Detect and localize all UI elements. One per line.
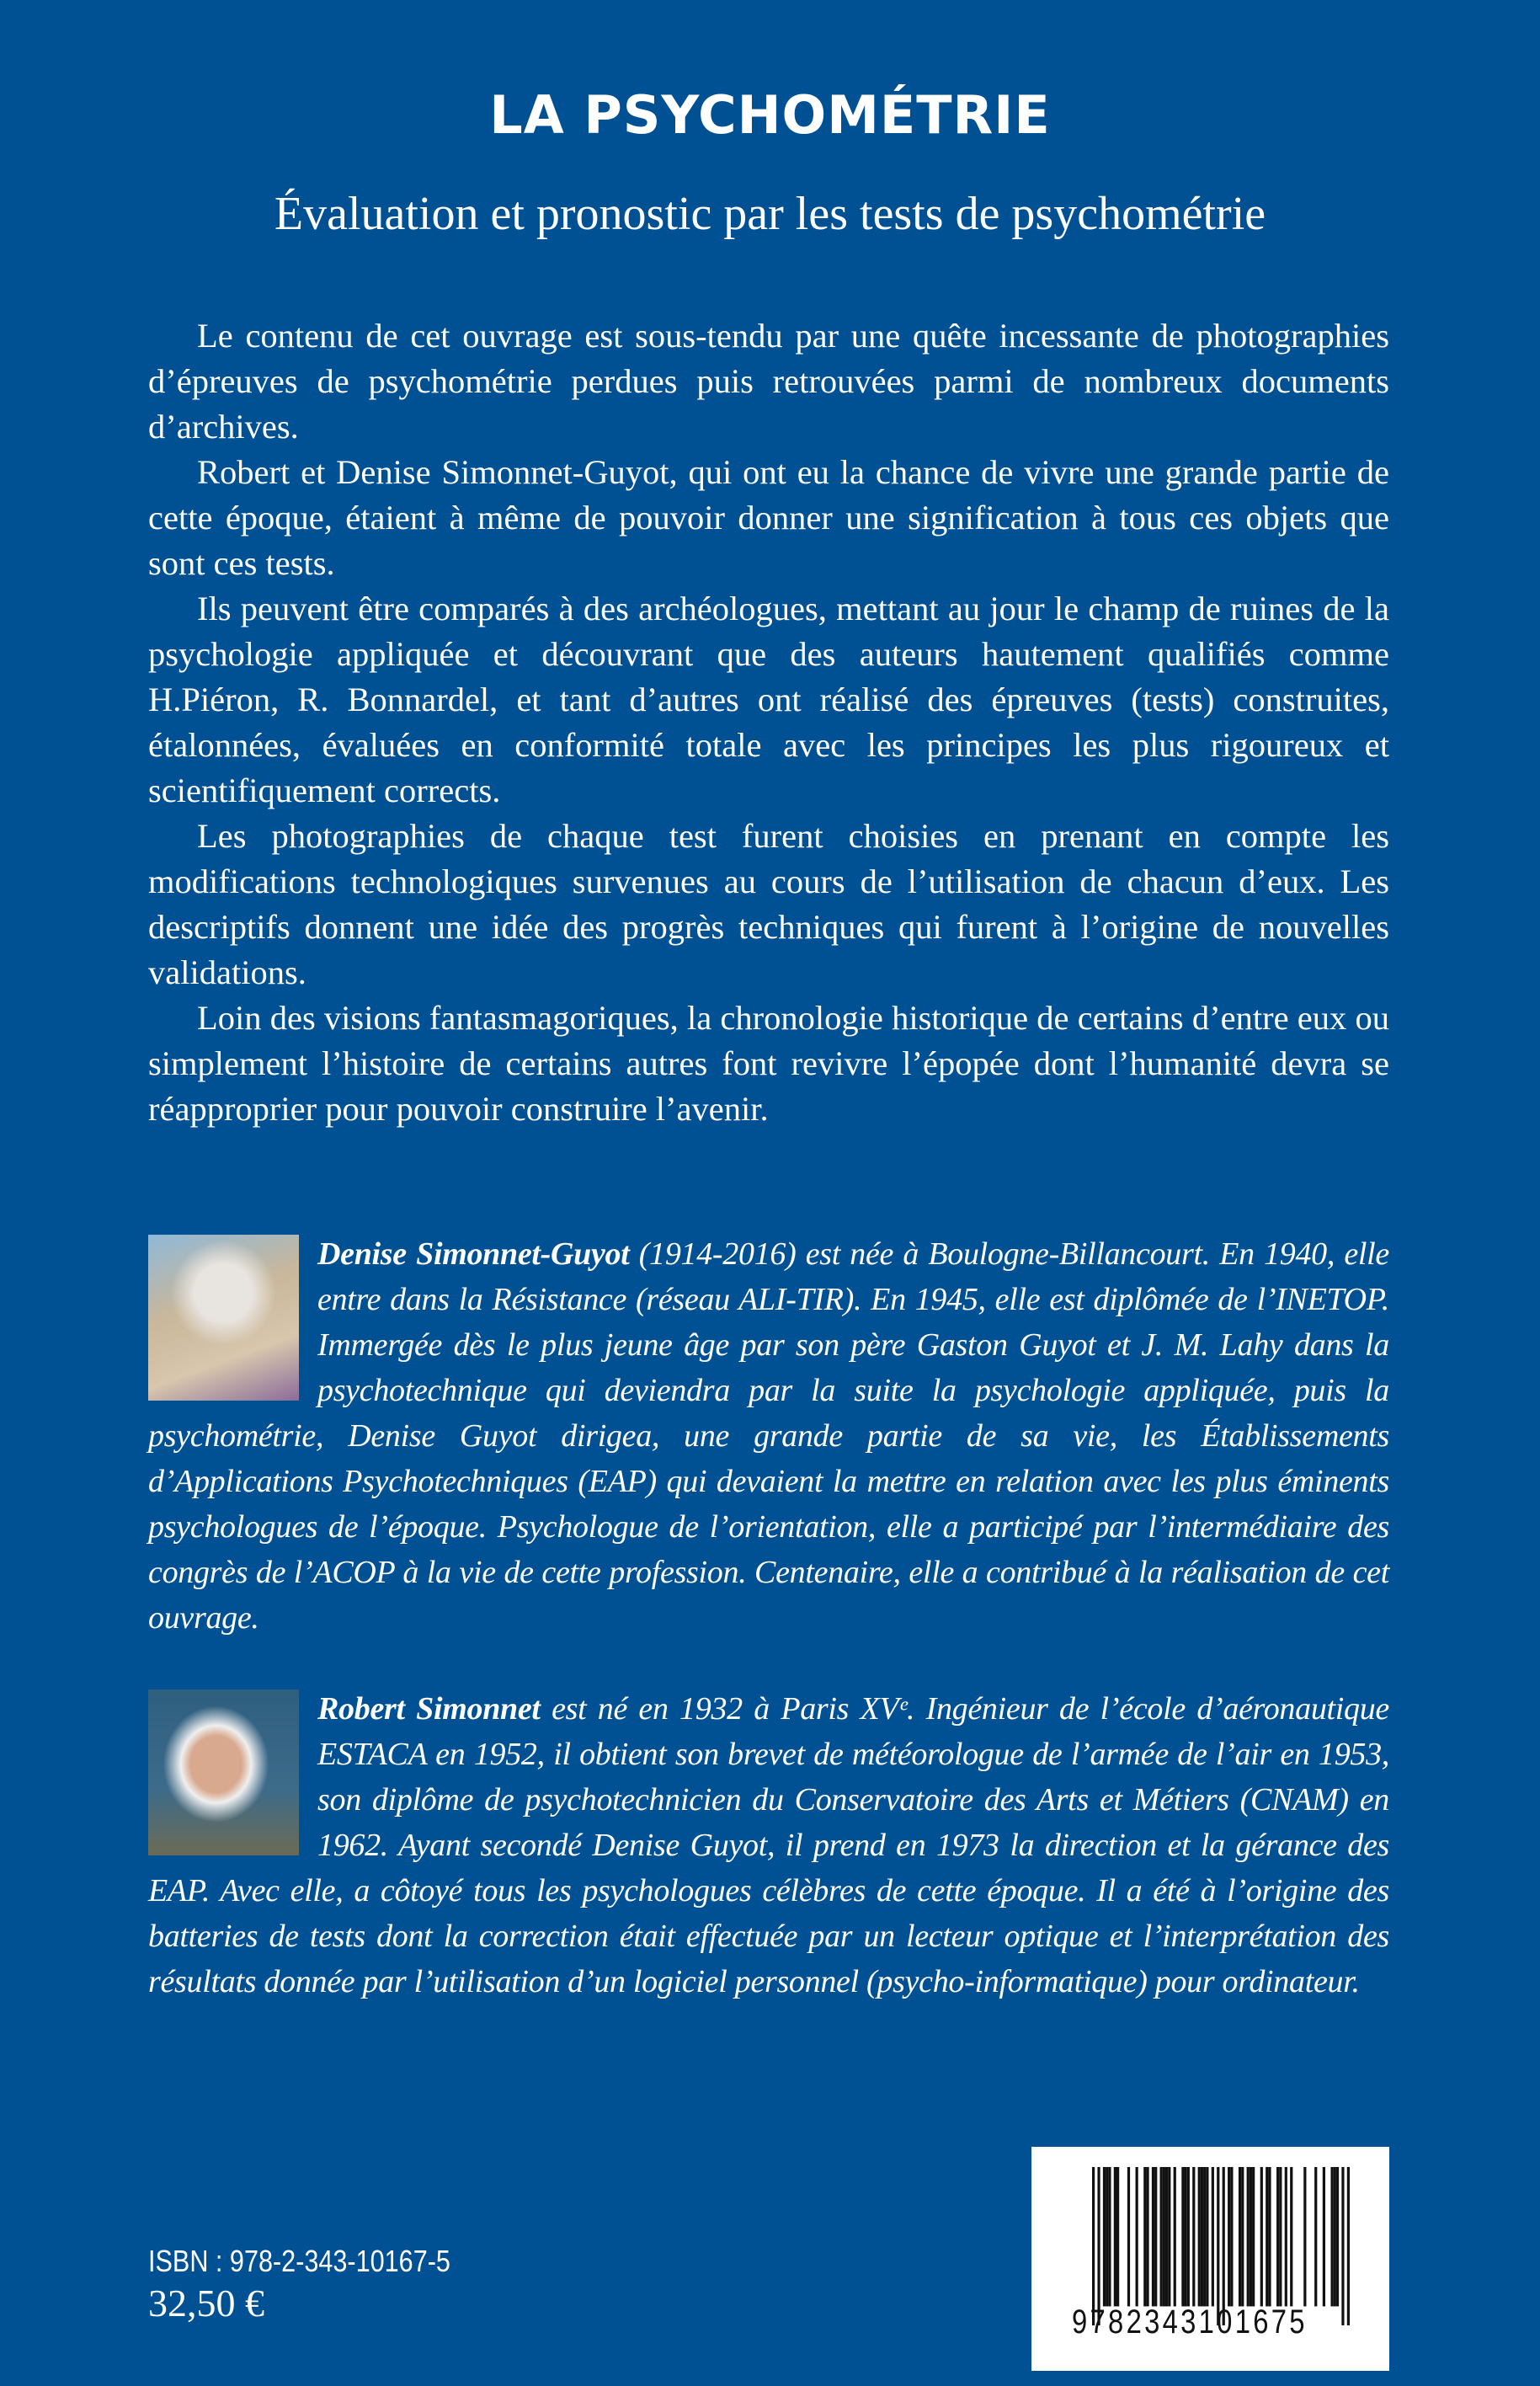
barcode-bar (1187, 2167, 1190, 2306)
barcode-bar (1341, 2167, 1344, 2325)
price-label: 32,50 € (148, 2282, 264, 2325)
author-name: Robert Simonnet (317, 1691, 541, 1727)
barcode-bar (1165, 2167, 1168, 2306)
barcode-bar (1146, 2167, 1148, 2306)
author-bio-robert (148, 1686, 1389, 2004)
barcode-bar (1347, 2167, 1350, 2325)
barcode-bar (1323, 2167, 1325, 2306)
summary-paragraph: Ils peuvent être comparés à des archéologues, mettant au jour le champ de ruines de la psychologie appliquée et découvrant que des auteurs hautement qualifiés comme H.Piéron, R. Bonnardel, et tant d’autres ont réalisé des épreuves (tests) construites, étalonnées, évaluées en conformité totale avec les principes les plus rigoureux et scientifiquement corrects. (148, 590, 1389, 809)
barcode-bar (1143, 2167, 1146, 2306)
barcode-bar (1136, 2167, 1138, 2306)
barcode-bar (1097, 2167, 1100, 2325)
barcode-digits: 9782343101675 (1072, 2303, 1308, 2341)
author-bio-text: (1914-2016) est née à Boulogne-Billancourt. En 1940, elle entre dans la Résistance (réseau ALI-TIR). En 1945, elle est diplômée de l’INETOP. Immergée dès le plus jeune âge par son père Gaston Guyot et J. M. Lahy dans la psychotechnique qui deviendra par la suite la psychologie appliquée, puis la psychométrie, Denise Guyot dirigea, une grande partie de sa vie, les Établissements d’Applications Psychotechniques (EAP) qui devaient la mettre en relation avec les plus éminents psychologues de l’époque. Psychologue de l’orientation, elle a participé par l’intermédiaire des congrès de l’ACOP à la vie de cette profession. Centenaire, elle a contribué à la réalisation de cet ouvrage. (148, 1236, 1389, 1636)
barcode-bar (1241, 2167, 1244, 2306)
barcode-bar (1181, 2167, 1184, 2306)
barcode-bar (1152, 2167, 1154, 2306)
book-title: LA PSYCHOMÉTRIE (489, 84, 1051, 146)
summary-paragraph: Le contenu de cet ouvrage est sous-tendu par une quête incessante de photographies d’épreuves de psychométrie perdues puis retrouvées parmi de nombreux documents d’archives. (148, 317, 1389, 446)
barcode-bar (1247, 2167, 1250, 2306)
barcode (1031, 2147, 1389, 2371)
barcode-bar (1103, 2167, 1106, 2306)
barcode-bar (1154, 2167, 1157, 2306)
barcode-bar (1198, 2167, 1201, 2306)
barcode-bar (1116, 2167, 1119, 2306)
barcode-bar (1230, 2167, 1233, 2306)
summary-text (148, 313, 1389, 1132)
barcode-bar (1192, 2167, 1195, 2306)
barcode-bar (1303, 2167, 1306, 2306)
author-photo (148, 1689, 299, 1855)
barcode-bar (1290, 2167, 1292, 2306)
barcode-bar (1092, 2167, 1095, 2325)
barcode-bar (1106, 2167, 1108, 2306)
barcode-bar (1108, 2167, 1111, 2306)
barcode-bar (1314, 2167, 1317, 2306)
barcode-bar (1260, 2167, 1263, 2306)
barcode-bar (1239, 2167, 1241, 2306)
barcode-bar (1217, 2167, 1219, 2325)
barcode-bar (1185, 2167, 1187, 2306)
barcode-bar (1336, 2167, 1339, 2306)
barcode-bar (1228, 2167, 1230, 2306)
author-bio-text: est né en 1932 à Paris XVᵉ. Ingénieur de l’école d’aéronautique ESTACA en 1952, il obtient son brevet de météorologue de l’armée de l’air en 1953, son diplôme de psychotechnicien du Conservatoire des Arts et Métiers (CNAM) en 1962. Ayant secondé Denise Guyot, il prend en 1973 la direction et la gérance des EAP. Avec elle, a côtoyé tous les psychologues célèbres de cette époque. Il a été à l’origine des batteries de tests dont la correction était effectuée par un lecteur optique et l’interprétation des résultats donnée par l’utilisation d’un logiciel personnel (psycho-informatique) pour ordinateur. (148, 1691, 1390, 1999)
barcode-bars (1092, 2167, 1350, 2325)
barcode-bar (1201, 2167, 1203, 2306)
barcode-bar (1114, 2167, 1116, 2306)
author-name: Denise Simonnet-Guyot (317, 1236, 630, 1272)
barcode-bar (1279, 2167, 1282, 2306)
summary-paragraph: Loin des visions fantasmagoriques, la chronologie historique de certains d’entre eux ou simplement l’histoire de certains autres font revivre l’épopée dont l’humanité devra se réapproprier pour pouvoir construire l’avenir. (148, 999, 1389, 1128)
barcode-bar (1174, 2167, 1176, 2306)
summary-paragraph: Les photographies de chaque test furent choisies en prenant en compte les modifications technologiques survenues au cours de l’utilisation de chacun d’eux. Les descriptifs donnent une idée des progrès techniques qui furent à l’origine de nouvelles validations. (148, 817, 1389, 991)
barcode-bar (1223, 2167, 1225, 2325)
barcode-bar (1160, 2167, 1163, 2306)
barcode-bar (1206, 2167, 1208, 2306)
barcode-bar (1334, 2167, 1336, 2306)
book-subtitle: Évaluation et pronostic par les tests de psychométrie (274, 188, 1266, 240)
barcode-bar (1330, 2167, 1333, 2306)
barcode-bar (1268, 2167, 1271, 2306)
barcode-bar (1163, 2167, 1165, 2306)
barcode-bar (1250, 2167, 1252, 2306)
barcode-bar (1285, 2167, 1287, 2306)
barcode-bar (1252, 2167, 1255, 2306)
author-bio-denise (148, 1231, 1389, 1641)
barcode-bar (1203, 2167, 1206, 2306)
barcode-bar (1127, 2167, 1130, 2306)
author-photo (148, 1235, 299, 1401)
isbn-label: ISBN : 978-2-343-10167-5 (148, 2244, 450, 2278)
barcode-bar (1212, 2167, 1214, 2306)
barcode-bar (1266, 2167, 1268, 2306)
barcode-bar (1276, 2167, 1279, 2306)
barcode-bar (1168, 2167, 1170, 2306)
summary-paragraph: Robert et Denise Simonnet-Guyot, qui ont eu la chance de vivre une grande partie de cette époque, étaient à même de pouvoir donner une signification à tous ces objets que sont ces tests. (148, 453, 1389, 582)
